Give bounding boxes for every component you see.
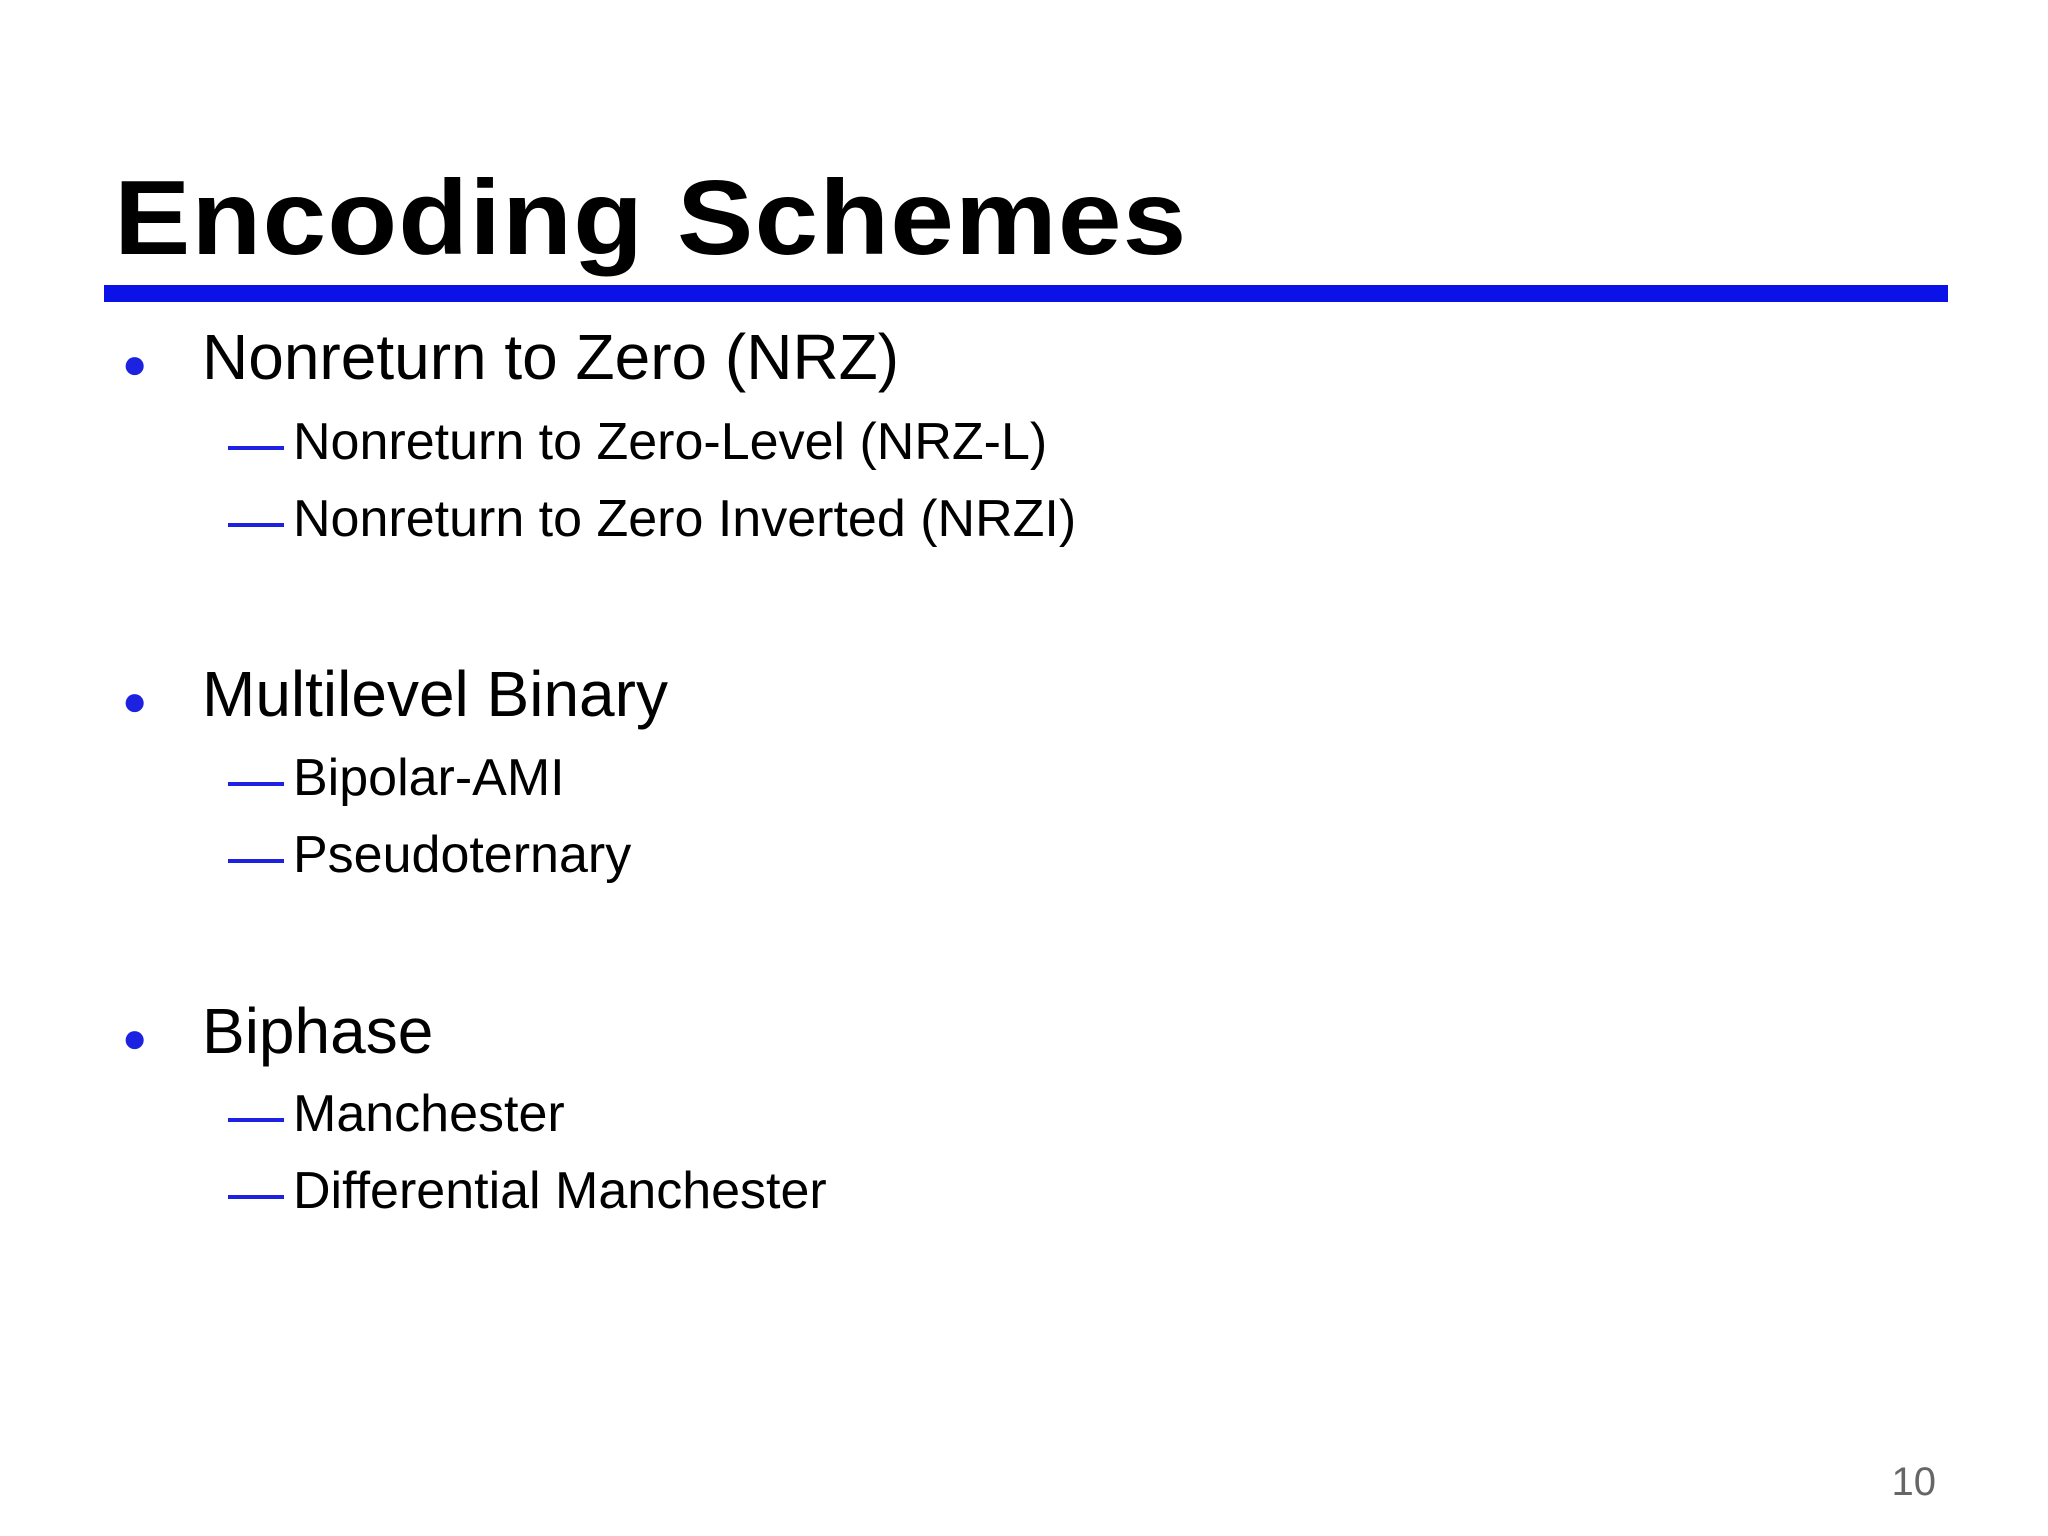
title-underline	[104, 285, 1948, 302]
dash-icon	[228, 523, 284, 527]
sub-item: Differential Manchester	[293, 1162, 827, 1220]
sub-item: Nonreturn to Zero Inverted (NRZI)	[293, 490, 1077, 548]
dash-icon	[228, 446, 284, 450]
sub-item: Manchester	[293, 1085, 565, 1143]
dash-icon	[228, 1118, 284, 1122]
sub-item: Nonreturn to Zero-Level (NRZ-L)	[293, 413, 1048, 471]
bullet-item: Biphase	[202, 995, 434, 1067]
bullet-dot-icon: ●	[122, 340, 148, 387]
bullet-item: Nonreturn to Zero (NRZ)	[202, 321, 900, 393]
dash-icon	[228, 1195, 284, 1199]
sub-item: Bipolar-AMI	[293, 749, 565, 807]
bullet-item: Multilevel Binary	[202, 658, 668, 730]
page-number: 10	[1891, 1460, 1936, 1504]
bullet-dot-icon: ●	[122, 1014, 148, 1061]
slide-title: Encoding Schemes	[114, 159, 1188, 277]
sub-item: Pseudoternary	[293, 826, 632, 884]
dash-icon	[228, 859, 284, 863]
bullet-dot-icon: ●	[122, 677, 148, 724]
dash-icon	[228, 782, 284, 786]
